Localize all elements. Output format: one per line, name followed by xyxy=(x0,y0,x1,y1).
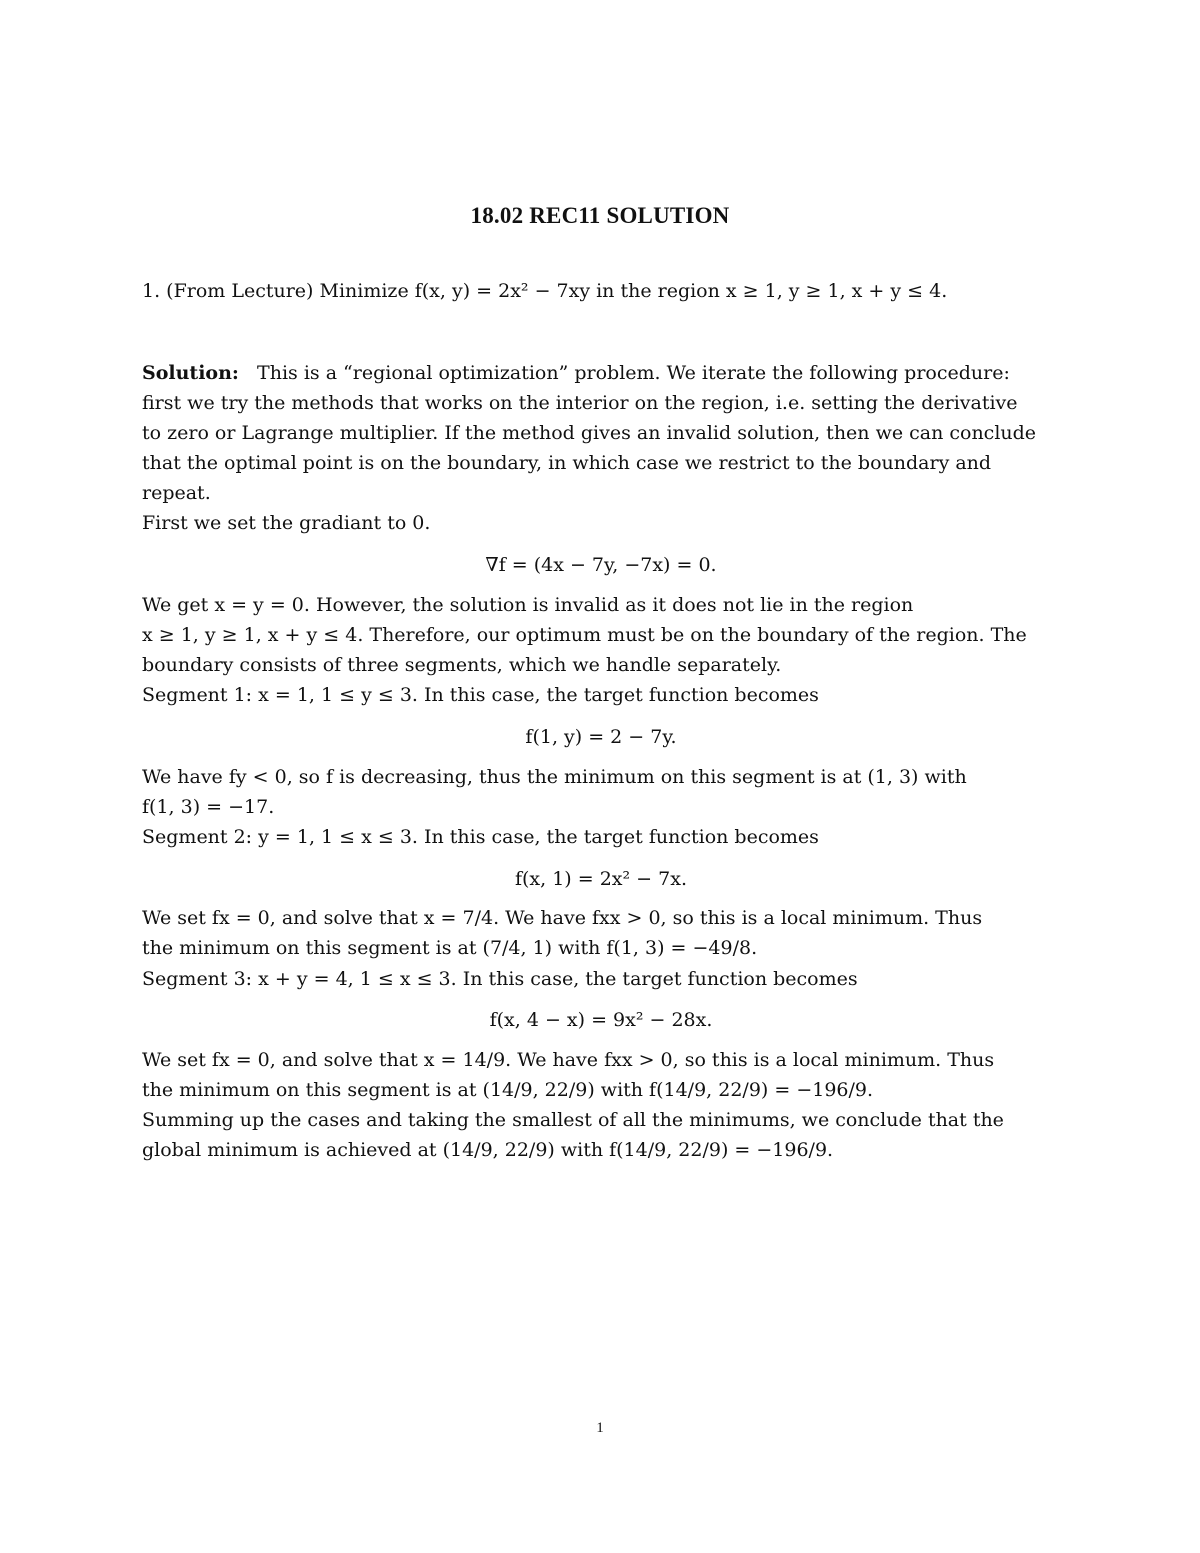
solution-line-8: We get x = y = 0. However, the solution is invalid as it does not lie in the region xyxy=(142,594,914,616)
solution-line-5: repeat. xyxy=(142,482,211,504)
equation-segment-3: f(x, 4 − x) = 9x² − 28x. xyxy=(489,1009,713,1031)
solution-line-9: x ≥ 1, y ≥ 1, x + y ≤ 4. Therefore, our optimum must be on the boundary of the region. The xyxy=(142,624,1027,646)
solution-line-4: that the optimal point is on the boundary, in which case we restrict to the boundary and xyxy=(142,452,992,474)
solution-line-24: global minimum is achieved at (14/9, 22/9) with f(14/9, 22/9) = −196/9. xyxy=(142,1139,834,1161)
solution-line-3: to zero or Lagrange multiplier. If the method gives an invalid solution, then we can conclude xyxy=(142,422,1037,444)
solution-line-22: the minimum on this segment is at (14/9, 22/9) with f(14/9, 22/9) = −196/9. xyxy=(142,1079,874,1101)
segment-1-heading: Segment 1: x = 1, 1 ≤ y ≤ 3. In this case, the target function becomes xyxy=(142,684,819,706)
segment-3-heading: Segment 3: x + y = 4, 1 ≤ x ≤ 3. In this case, the target function becomes xyxy=(142,968,858,990)
equation-segment-1: f(1, y) = 2 − 7y. xyxy=(525,726,677,748)
page-number: 1 xyxy=(596,1420,604,1436)
solution-line-1: Solution: This is a “regional optimization” problem. We iterate the following procedure: xyxy=(142,362,1010,384)
segment-2-heading: Segment 2: y = 1, 1 ≤ x ≤ 3. In this case, the target function becomes xyxy=(142,826,819,848)
solution-line-21: We set fx = 0, and solve that x = 14/9. We have fxx > 0, so this is a local minimum. Thus xyxy=(142,1049,995,1071)
problem-statement: 1. (From Lecture) Minimize f(x, y) = 2x² − 7xy in the region x ≥ 1, y ≥ 1, x + y ≤ 4. xyxy=(142,280,948,302)
solution-line-2: first we try the methods that works on the interior on the region, i.e. setting the derivative xyxy=(142,392,1018,414)
equation-segment-2: f(x, 1) = 2x² − 7x. xyxy=(514,868,687,890)
document-title: 18.02 REC11 SOLUTION xyxy=(470,203,730,228)
solution-line-17: We set fx = 0, and solve that x = 7/4. We have fxx > 0, so this is a local minimum. Thus xyxy=(142,907,983,929)
equation-gradient: ∇f = (4x − 7y, −7x) = 0. xyxy=(485,554,717,576)
solution-line-14: f(1, 3) = −17. xyxy=(142,796,275,818)
solution-line-23: Summing up the cases and taking the smallest of all the minimums, we conclude that the xyxy=(142,1109,1004,1131)
solution-line-18: the minimum on this segment is at (7/4, 1) with f(1, 3) = −49/8. xyxy=(142,937,758,959)
solution-line-6: First we set the gradiant to 0. xyxy=(142,512,431,534)
solution-line-13: We have fy < 0, so f is decreasing, thus the minimum on this segment is at (1, 3) with xyxy=(142,766,967,788)
solution-line-10: boundary consists of three segments, which we handle separately. xyxy=(142,654,782,676)
solution-label: Solution: xyxy=(142,362,239,384)
